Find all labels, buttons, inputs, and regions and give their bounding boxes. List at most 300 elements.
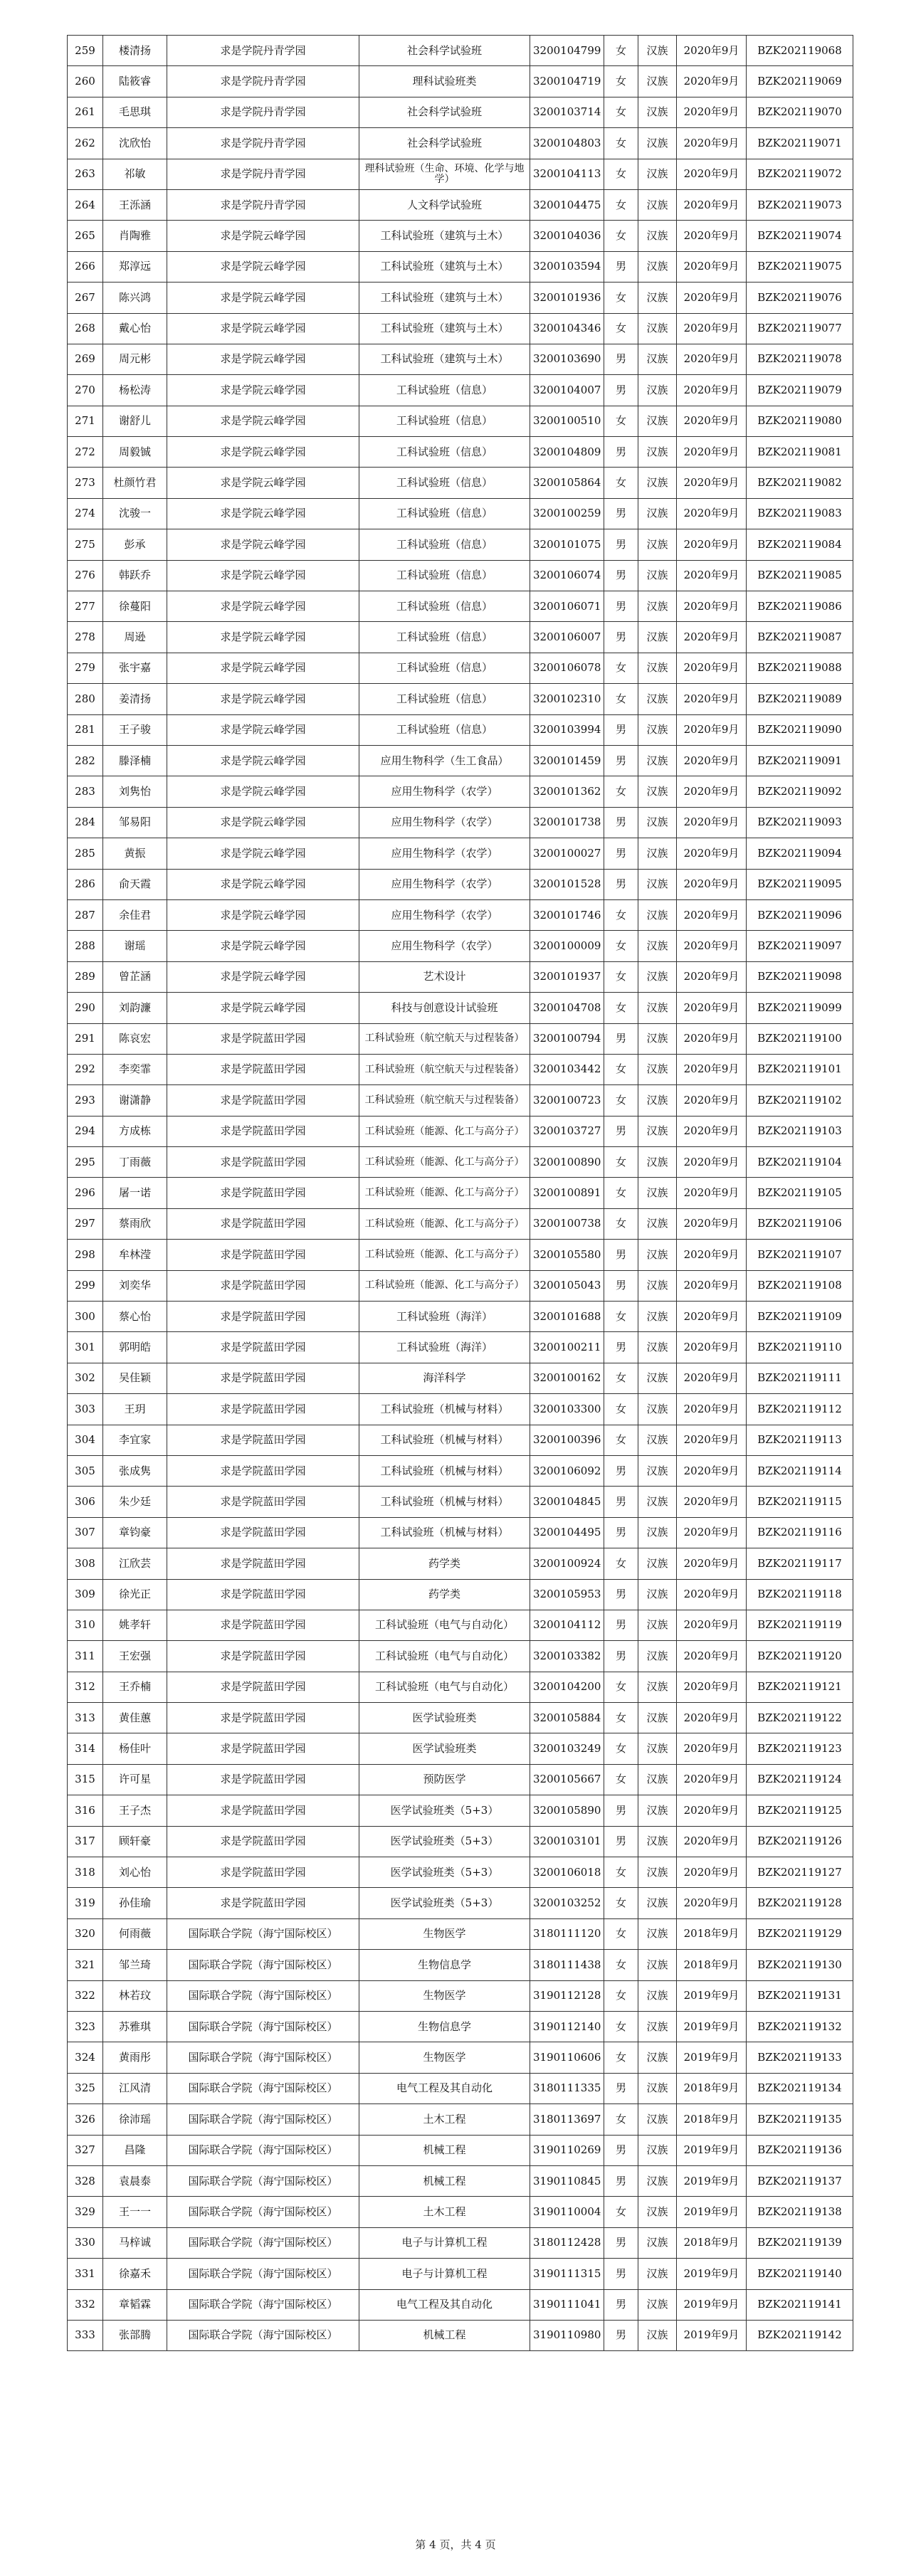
college-cell: 求是学院蓝田学园 <box>167 1085 359 1116</box>
name-cell: 楼清扬 <box>103 36 167 66</box>
college-cell: 国际联合学院（海宁国际校区） <box>167 2289 359 2320</box>
enroll-date-cell: 2020年9月 <box>677 36 747 66</box>
college-cell: 国际联合学院（海宁国际校区） <box>167 2259 359 2289</box>
student-id-cell: 3200103101 <box>530 1826 604 1857</box>
seq-cell: 300 <box>68 1302 103 1332</box>
name-cell: 谢潇静 <box>103 1085 167 1116</box>
cert-no-cell: BZK202119141 <box>747 2289 853 2320</box>
college-cell: 求是学院蓝田学园 <box>167 1394 359 1425</box>
major-cell: 理科试验班类 <box>359 66 530 97</box>
major-cell: 社会科学试验班 <box>359 36 530 66</box>
college-cell: 求是学院云峰学园 <box>167 684 359 714</box>
major-cell: 工科试验班（建筑与土木） <box>359 251 530 282</box>
ethnicity-cell: 汉族 <box>638 1147 677 1178</box>
table-row <box>68 406 853 436</box>
ethnicity-cell: 汉族 <box>638 1548 677 1579</box>
name-cell: 黄雨彤 <box>103 2042 167 2073</box>
name-cell: 祁敏 <box>103 159 167 189</box>
name-cell: 王乔楠 <box>103 1672 167 1702</box>
table-row <box>68 221 853 251</box>
ethnicity-cell: 汉族 <box>638 591 677 622</box>
student-id-cell: 3190112128 <box>530 1980 604 2011</box>
ethnicity-cell: 汉族 <box>638 66 677 97</box>
name-cell: 沈欣怡 <box>103 128 167 159</box>
enroll-date-cell: 2020年9月 <box>677 1208 747 1239</box>
cert-no-cell: BZK202119078 <box>747 344 853 374</box>
college-cell: 国际联合学院（海宁国际校区） <box>167 1980 359 2011</box>
college-cell: 求是学院云峰学园 <box>167 313 359 344</box>
seq-cell: 295 <box>68 1147 103 1178</box>
table-row <box>68 1548 853 1579</box>
cert-no-cell: BZK202119132 <box>747 2012 853 2042</box>
ethnicity-cell: 汉族 <box>638 1302 677 1332</box>
major-cell: 工科试验班（信息） <box>359 498 530 529</box>
table-row <box>68 653 853 683</box>
gender-cell: 男 <box>604 714 638 745</box>
cert-no-cell: BZK202119125 <box>747 1795 853 1826</box>
seq-cell: 301 <box>68 1332 103 1363</box>
name-cell: 韩跃乔 <box>103 560 167 591</box>
college-cell: 求是学院蓝田学园 <box>167 1240 359 1270</box>
enroll-date-cell: 2019年9月 <box>677 2165 747 2196</box>
cert-no-cell: BZK202119110 <box>747 1332 853 1363</box>
gender-cell: 女 <box>604 1548 638 1579</box>
seq-cell: 309 <box>68 1579 103 1610</box>
college-cell: 求是学院蓝田学园 <box>167 1641 359 1672</box>
ethnicity-cell: 汉族 <box>638 684 677 714</box>
seq-cell: 312 <box>68 1672 103 1702</box>
gender-cell: 女 <box>604 776 638 807</box>
seq-cell: 291 <box>68 1023 103 1054</box>
ethnicity-cell: 汉族 <box>638 1487 677 1517</box>
cert-no-cell: BZK202119140 <box>747 2259 853 2289</box>
enroll-date-cell: 2020年9月 <box>677 745 747 776</box>
cert-no-cell: BZK202119068 <box>747 36 853 66</box>
ethnicity-cell: 汉族 <box>638 189 677 220</box>
college-cell: 求是学院云峰学园 <box>167 869 359 899</box>
ethnicity-cell: 汉族 <box>638 1240 677 1270</box>
table-row <box>68 128 853 159</box>
major-cell: 应用生物科学（农学） <box>359 807 530 838</box>
major-cell: 工科试验班（海洋） <box>359 1332 530 1363</box>
enroll-date-cell: 2020年9月 <box>677 838 747 869</box>
name-cell: 黄佳蕙 <box>103 1703 167 1733</box>
ethnicity-cell: 汉族 <box>638 283 677 313</box>
student-id-cell: 3200101937 <box>530 961 604 992</box>
major-cell: 应用生物科学（农学） <box>359 899 530 930</box>
gender-cell: 男 <box>604 2259 638 2289</box>
name-cell: 江风清 <box>103 2073 167 2103</box>
ethnicity-cell: 汉族 <box>638 1950 677 1980</box>
seq-cell: 319 <box>68 1888 103 1918</box>
major-cell: 工科试验班（能源、化工与高分子） <box>359 1147 530 1178</box>
gender-cell: 女 <box>604 1394 638 1425</box>
cert-no-cell: BZK202119085 <box>747 560 853 591</box>
cert-no-cell: BZK202119138 <box>747 2197 853 2227</box>
student-id-cell: 3200105953 <box>530 1579 604 1610</box>
table-row <box>68 1950 853 1980</box>
seq-cell: 294 <box>68 1116 103 1146</box>
enroll-date-cell: 2019年9月 <box>677 2012 747 2042</box>
student-id-cell: 3200104007 <box>530 375 604 406</box>
table-row <box>68 1023 853 1054</box>
table-row <box>68 498 853 529</box>
seq-cell: 324 <box>68 2042 103 2073</box>
gender-cell: 男 <box>604 1270 638 1301</box>
name-cell: 屠一诺 <box>103 1178 167 1208</box>
major-cell: 生物医学 <box>359 1980 530 2011</box>
table-row <box>68 931 853 961</box>
gender-cell: 女 <box>604 189 638 220</box>
table-body <box>68 36 853 2351</box>
student-id-cell: 3200103382 <box>530 1641 604 1672</box>
college-cell: 求是学院丹青学园 <box>167 189 359 220</box>
name-cell: 何雨薇 <box>103 1918 167 1949</box>
cert-no-cell: BZK202119114 <box>747 1455 853 1486</box>
major-cell: 工科试验班（建筑与土木） <box>359 283 530 313</box>
name-cell: 滕泽楠 <box>103 745 167 776</box>
college-cell: 求是学院蓝田学园 <box>167 1487 359 1517</box>
major-cell: 工科试验班（机械与材料） <box>359 1487 530 1517</box>
cert-no-cell: BZK202119076 <box>747 283 853 313</box>
table-row <box>68 1795 853 1826</box>
college-cell: 求是学院蓝田学园 <box>167 1270 359 1301</box>
enroll-date-cell: 2020年9月 <box>677 1363 747 1393</box>
seq-cell: 296 <box>68 1178 103 1208</box>
major-cell: 工科试验班（电气与自动化） <box>359 1641 530 1672</box>
gender-cell: 女 <box>604 2042 638 2073</box>
seq-cell: 268 <box>68 313 103 344</box>
student-id-cell: 3200103249 <box>530 1733 604 1764</box>
table-row <box>68 1332 853 1363</box>
name-cell: 周毅铖 <box>103 437 167 468</box>
major-cell: 工科试验班（机械与材料） <box>359 1394 530 1425</box>
ethnicity-cell: 汉族 <box>638 1394 677 1425</box>
name-cell: 苏雅琪 <box>103 2012 167 2042</box>
gender-cell: 男 <box>604 437 638 468</box>
college-cell: 求是学院云峰学园 <box>167 714 359 745</box>
college-cell: 求是学院丹青学园 <box>167 36 359 66</box>
name-cell: 方成栋 <box>103 1116 167 1146</box>
name-cell: 刘隽怡 <box>103 776 167 807</box>
major-cell: 医学试验班类 <box>359 1733 530 1764</box>
table-row <box>68 1054 853 1084</box>
enroll-date-cell: 2020年9月 <box>677 437 747 468</box>
major-cell: 工科试验班（信息） <box>359 468 530 498</box>
gender-cell: 女 <box>604 468 638 498</box>
major-cell: 工科试验班（信息） <box>359 653 530 683</box>
college-cell: 求是学院云峰学园 <box>167 838 359 869</box>
enroll-date-cell: 2020年9月 <box>677 776 747 807</box>
table-row <box>68 2197 853 2227</box>
ethnicity-cell: 汉族 <box>638 1764 677 1795</box>
major-cell: 医学试验班类 <box>359 1703 530 1733</box>
cert-no-cell: BZK202119120 <box>747 1641 853 1672</box>
table-row <box>68 1888 853 1918</box>
student-id-cell: 3190110269 <box>530 2135 604 2165</box>
major-cell: 海洋科学 <box>359 1363 530 1393</box>
college-cell: 求是学院蓝田学园 <box>167 1857 359 1888</box>
enroll-date-cell: 2020年9月 <box>677 560 747 591</box>
student-id-cell: 3200103252 <box>530 1888 604 1918</box>
cert-no-cell: BZK202119079 <box>747 375 853 406</box>
major-cell: 工科试验班（建筑与土木） <box>359 313 530 344</box>
enroll-date-cell: 2020年9月 <box>677 1641 747 1672</box>
name-cell: 王宏强 <box>103 1641 167 1672</box>
student-id-cell: 3200105043 <box>530 1270 604 1301</box>
student-id-cell: 3200101459 <box>530 745 604 776</box>
cert-no-cell: BZK202119139 <box>747 2227 853 2258</box>
seq-cell: 327 <box>68 2135 103 2165</box>
ethnicity-cell: 汉族 <box>638 97 677 127</box>
major-cell: 工科试验班（信息） <box>359 560 530 591</box>
ethnicity-cell: 汉族 <box>638 313 677 344</box>
student-id-cell: 3200101738 <box>530 807 604 838</box>
seq-cell: 315 <box>68 1764 103 1795</box>
college-cell: 求是学院云峰学园 <box>167 529 359 560</box>
ethnicity-cell: 汉族 <box>638 2320 677 2350</box>
seq-cell: 285 <box>68 838 103 869</box>
cert-no-cell: BZK202119119 <box>747 1610 853 1640</box>
college-cell: 求是学院云峰学园 <box>167 591 359 622</box>
major-cell: 工科试验班（航空航天与过程装备） <box>359 1023 530 1054</box>
cert-no-cell: BZK202119088 <box>747 653 853 683</box>
ethnicity-cell: 汉族 <box>638 1918 677 1949</box>
ethnicity-cell: 汉族 <box>638 869 677 899</box>
student-id-cell: 3200100890 <box>530 1147 604 1178</box>
gender-cell: 男 <box>604 2073 638 2103</box>
gender-cell: 女 <box>604 1733 638 1764</box>
cert-no-cell: BZK202119081 <box>747 437 853 468</box>
name-cell: 谢瑶 <box>103 931 167 961</box>
cert-no-cell: BZK202119086 <box>747 591 853 622</box>
name-cell: 戴心怡 <box>103 313 167 344</box>
gender-cell: 男 <box>604 1455 638 1486</box>
ethnicity-cell: 汉族 <box>638 344 677 374</box>
student-id-cell: 3200105864 <box>530 468 604 498</box>
cert-no-cell: BZK202119075 <box>747 251 853 282</box>
student-id-cell: 3180111120 <box>530 1918 604 1949</box>
gender-cell: 女 <box>604 684 638 714</box>
gender-cell: 女 <box>604 1178 638 1208</box>
ethnicity-cell: 汉族 <box>638 2073 677 2103</box>
table-row <box>68 375 853 406</box>
student-id-cell: 3200106018 <box>530 1857 604 1888</box>
student-id-cell: 3200105667 <box>530 1764 604 1795</box>
gender-cell: 女 <box>604 66 638 97</box>
ethnicity-cell: 汉族 <box>638 1178 677 1208</box>
ethnicity-cell: 汉族 <box>638 406 677 436</box>
name-cell: 张成隽 <box>103 1455 167 1486</box>
gender-cell: 女 <box>604 283 638 313</box>
gender-cell: 女 <box>604 1085 638 1116</box>
major-cell: 工科试验班（能源、化工与高分子） <box>359 1208 530 1239</box>
enroll-date-cell: 2020年9月 <box>677 622 747 653</box>
gender-cell: 女 <box>604 1980 638 2011</box>
college-cell: 求是学院蓝田学园 <box>167 1548 359 1579</box>
cert-no-cell: BZK202119137 <box>747 2165 853 2196</box>
college-cell: 国际联合学院（海宁国际校区） <box>167 2073 359 2103</box>
name-cell: 徐沛瑶 <box>103 2104 167 2135</box>
name-cell: 江欣芸 <box>103 1548 167 1579</box>
seq-cell: 265 <box>68 221 103 251</box>
college-cell: 求是学院蓝田学园 <box>167 1610 359 1640</box>
ethnicity-cell: 汉族 <box>638 1363 677 1393</box>
table-row <box>68 437 853 468</box>
gender-cell: 男 <box>604 1795 638 1826</box>
major-cell: 工科试验班（信息） <box>359 529 530 560</box>
table-row <box>68 1085 853 1116</box>
gender-cell: 女 <box>604 1888 638 1918</box>
cert-no-cell: BZK202119080 <box>747 406 853 436</box>
table-row <box>68 1733 853 1764</box>
seq-cell: 299 <box>68 1270 103 1301</box>
cert-no-cell: BZK202119103 <box>747 1116 853 1146</box>
enroll-date-cell: 2020年9月 <box>677 529 747 560</box>
college-cell: 求是学院蓝田学园 <box>167 1764 359 1795</box>
name-cell: 章钧豪 <box>103 1517 167 1548</box>
gender-cell: 女 <box>604 1672 638 1702</box>
seq-cell: 262 <box>68 128 103 159</box>
cert-no-cell: BZK202119134 <box>747 2073 853 2103</box>
table-row <box>68 838 853 869</box>
gender-cell: 男 <box>604 1332 638 1363</box>
ethnicity-cell: 汉族 <box>638 498 677 529</box>
ethnicity-cell: 汉族 <box>638 1641 677 1672</box>
name-cell: 周元彬 <box>103 344 167 374</box>
student-id-cell: 3200103300 <box>530 1394 604 1425</box>
name-cell: 刘奕华 <box>103 1270 167 1301</box>
ethnicity-cell: 汉族 <box>638 776 677 807</box>
seq-cell: 278 <box>68 622 103 653</box>
ethnicity-cell: 汉族 <box>638 1826 677 1857</box>
ethnicity-cell: 汉族 <box>638 2227 677 2258</box>
seq-cell: 269 <box>68 344 103 374</box>
major-cell: 药学类 <box>359 1579 530 1610</box>
enroll-date-cell: 2020年9月 <box>677 468 747 498</box>
table-row <box>68 97 853 127</box>
seq-cell: 266 <box>68 251 103 282</box>
college-cell: 求是学院蓝田学园 <box>167 1579 359 1610</box>
enroll-date-cell: 2018年9月 <box>677 1918 747 1949</box>
enroll-date-cell: 2020年9月 <box>677 653 747 683</box>
cert-no-cell: BZK202119093 <box>747 807 853 838</box>
enroll-date-cell: 2020年9月 <box>677 97 747 127</box>
ethnicity-cell: 汉族 <box>638 1980 677 2011</box>
seq-cell: 330 <box>68 2227 103 2258</box>
cert-no-cell: BZK202119105 <box>747 1178 853 1208</box>
cert-no-cell: BZK202119071 <box>747 128 853 159</box>
ethnicity-cell: 汉族 <box>638 1023 677 1054</box>
major-cell: 机械工程 <box>359 2320 530 2350</box>
seq-cell: 274 <box>68 498 103 529</box>
ethnicity-cell: 汉族 <box>638 961 677 992</box>
cert-no-cell: BZK202119096 <box>747 899 853 930</box>
ethnicity-cell: 汉族 <box>638 1332 677 1363</box>
name-cell: 杨松涛 <box>103 375 167 406</box>
name-cell: 袁晨泰 <box>103 2165 167 2196</box>
cert-no-cell: BZK202119131 <box>747 1980 853 2011</box>
cert-no-cell: BZK202119111 <box>747 1363 853 1393</box>
table-row <box>68 1610 853 1640</box>
ethnicity-cell: 汉族 <box>638 1517 677 1548</box>
enroll-date-cell: 2020年9月 <box>677 1240 747 1270</box>
ethnicity-cell: 汉族 <box>638 221 677 251</box>
gender-cell: 女 <box>604 899 638 930</box>
cert-no-cell: BZK202119098 <box>747 961 853 992</box>
seq-cell: 303 <box>68 1394 103 1425</box>
name-cell: 徐嘉禾 <box>103 2259 167 2289</box>
enroll-date-cell: 2020年9月 <box>677 931 747 961</box>
ethnicity-cell: 汉族 <box>638 1703 677 1733</box>
table-row <box>68 714 853 745</box>
ethnicity-cell: 汉族 <box>638 159 677 189</box>
college-cell: 求是学院云峰学园 <box>167 468 359 498</box>
enroll-date-cell: 2019年9月 <box>677 2289 747 2320</box>
gender-cell: 女 <box>604 1302 638 1332</box>
seq-cell: 263 <box>68 159 103 189</box>
college-cell: 国际联合学院（海宁国际校区） <box>167 2165 359 2196</box>
enroll-date-cell: 2020年9月 <box>677 1394 747 1425</box>
major-cell: 艺术设计 <box>359 961 530 992</box>
cert-no-cell: BZK202119115 <box>747 1487 853 1517</box>
major-cell: 人文科学试验班 <box>359 189 530 220</box>
cert-no-cell: BZK202119117 <box>747 1548 853 1579</box>
seq-cell: 279 <box>68 653 103 683</box>
student-id-cell: 3200100259 <box>530 498 604 529</box>
enroll-date-cell: 2020年9月 <box>677 1579 747 1610</box>
gender-cell: 女 <box>604 221 638 251</box>
cert-no-cell: BZK202119082 <box>747 468 853 498</box>
major-cell: 应用生物科学（生工食品） <box>359 745 530 776</box>
name-cell: 丁雨薇 <box>103 1147 167 1178</box>
seq-cell: 260 <box>68 66 103 97</box>
student-id-cell: 3200103594 <box>530 251 604 282</box>
major-cell: 工科试验班（信息） <box>359 406 530 436</box>
table-row <box>68 776 853 807</box>
student-id-cell: 3200100723 <box>530 1085 604 1116</box>
enroll-date-cell: 2020年9月 <box>677 1302 747 1332</box>
seq-cell: 326 <box>68 2104 103 2135</box>
enroll-date-cell: 2020年9月 <box>677 221 747 251</box>
seq-cell: 325 <box>68 2073 103 2103</box>
gender-cell: 男 <box>604 1517 638 1548</box>
college-cell: 求是学院蓝田学园 <box>167 1302 359 1332</box>
ethnicity-cell: 汉族 <box>638 1733 677 1764</box>
ethnicity-cell: 汉族 <box>638 653 677 683</box>
table-row <box>68 1116 853 1146</box>
college-cell: 求是学院蓝田学园 <box>167 1795 359 1826</box>
cert-no-cell: BZK202119072 <box>747 159 853 189</box>
student-id-cell: 3200105580 <box>530 1240 604 1270</box>
cert-no-cell: BZK202119135 <box>747 2104 853 2135</box>
name-cell: 张部腾 <box>103 2320 167 2350</box>
gender-cell: 女 <box>604 1764 638 1795</box>
major-cell: 工科试验班（机械与材料） <box>359 1517 530 1548</box>
gender-cell: 男 <box>604 2227 638 2258</box>
name-cell: 周逊 <box>103 622 167 653</box>
major-cell: 药学类 <box>359 1548 530 1579</box>
gender-cell: 男 <box>604 1116 638 1146</box>
cert-no-cell: BZK202119083 <box>747 498 853 529</box>
major-cell: 电气工程及其自动化 <box>359 2073 530 2103</box>
major-cell: 工科试验班（机械与材料） <box>359 1425 530 1455</box>
gender-cell: 男 <box>604 622 638 653</box>
ethnicity-cell: 汉族 <box>638 1795 677 1826</box>
major-cell: 科技与创意设计试验班 <box>359 993 530 1023</box>
table-row <box>68 622 853 653</box>
enroll-date-cell: 2020年9月 <box>677 684 747 714</box>
